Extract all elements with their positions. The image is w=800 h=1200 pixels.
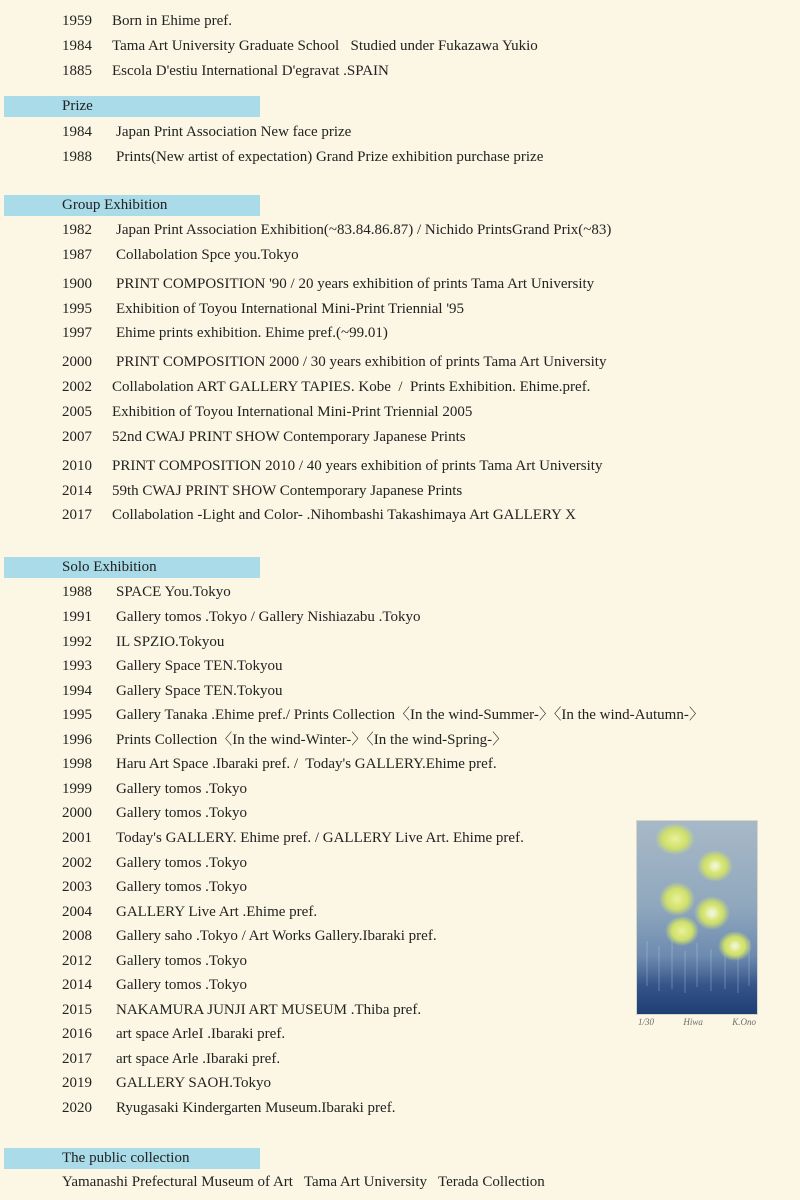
solo-row — [62, 630, 224, 654]
solo-venue: Gallery tomos .Tokyo — [116, 805, 248, 821]
solo-venue: Gallery tomos .Tokyo — [116, 953, 248, 969]
artwork-signature — [636, 1015, 758, 1029]
solo-row — [62, 1096, 395, 1120]
solo-venue: Ryugasaki Kindergarten Museum.Ibaraki pref. — [116, 1100, 396, 1116]
section-heading-prize: Prize — [4, 96, 260, 117]
solo-year: 1996 — [62, 732, 92, 748]
prize-row: 1984 Japan Print Association New face prize — [62, 124, 352, 140]
solo-venue: Gallery tomos .Tokyo — [116, 855, 248, 871]
solo-row — [62, 1022, 285, 1046]
solo-year: 1999 — [62, 781, 92, 797]
group-row: 1997 Ehime prints exhibition. Ehime pref.(~99.01) — [62, 325, 388, 341]
artwork-print — [636, 820, 758, 1015]
bio-row: 1984 Tama Art University Graduate School Studied under Fukazawa Yukio — [62, 38, 538, 54]
solo-row — [62, 1047, 280, 1071]
solo-year: 2002 — [62, 855, 92, 871]
group-row: 2007 52nd CWAJ PRINT SHOW Contemporary Japanese Prints — [62, 429, 466, 445]
solo-row — [62, 949, 247, 973]
edition-number: 1/30 — [638, 1017, 655, 1027]
solo-venue: Gallery Space TEN.Tokyou — [116, 683, 283, 699]
solo-row — [62, 900, 317, 924]
collection-text: Yamanashi Prefectural Museum of Art Tama Art University Terada Collection — [62, 1174, 545, 1190]
solo-year: 1993 — [62, 658, 92, 674]
solo-venue: GALLERY Live Art .Ehime pref. — [116, 904, 318, 920]
group-row: 1900 PRINT COMPOSITION '90 / 20 years exhibition of prints Tama Art University — [62, 276, 595, 292]
artwork-image — [637, 821, 757, 1014]
group-row: 1987 Collabolation Spce you.Tokyo — [62, 247, 299, 263]
solo-row — [62, 998, 421, 1022]
group-row: 2017 Collabolation -Light and Color- .Nihombashi Takashimaya Art GALLERY X — [62, 507, 577, 523]
solo-year: 2004 — [62, 904, 92, 920]
solo-venue: Gallery tomos .Tokyo — [116, 879, 248, 895]
section-heading-solo: Solo Exhibition — [4, 557, 260, 578]
group-row: 2000 PRINT COMPOSITION 2000 / 30 years exhibition of prints Tama Art University — [62, 354, 607, 370]
solo-venue: Gallery Space TEN.Tokyou — [116, 658, 283, 674]
solo-row — [62, 703, 704, 727]
artist-signature: K.Ono — [732, 1017, 756, 1027]
group-row: 2010 PRINT COMPOSITION 2010 / 40 years exhibition of prints Tama Art University — [62, 458, 603, 474]
solo-year: 2012 — [62, 953, 92, 969]
solo-row — [62, 1071, 271, 1095]
solo-venue: Gallery tomos .Tokyo — [116, 781, 248, 797]
solo-year: 2003 — [62, 879, 92, 895]
solo-venue: Haru Art Space .Ibaraki pref. / Today's GALLERY.Ehime pref. — [116, 756, 497, 772]
solo-row — [62, 924, 437, 948]
section-heading-group: Group Exhibition — [4, 195, 260, 216]
solo-venue: Gallery saho .Tokyo / Art Works Gallery.Ibaraki pref. — [116, 928, 437, 944]
solo-year: 2001 — [62, 830, 92, 846]
group-row: 1995 Exhibition of Toyou International Mini-Print Triennial '95 — [62, 301, 465, 317]
solo-row — [62, 728, 507, 752]
solo-venue: IL SPZIO.Tokyou — [116, 634, 225, 650]
section-heading-collection: The public collection — [4, 1148, 260, 1169]
group-row: 2014 59th CWAJ PRINT SHOW Contemporary Japanese Prints — [62, 483, 463, 499]
solo-row — [62, 654, 283, 678]
solo-year: 1988 — [62, 584, 92, 600]
solo-row — [62, 679, 283, 703]
solo-year: 2017 — [62, 1051, 92, 1067]
solo-year: 1995 — [62, 707, 92, 723]
solo-year: 1991 — [62, 609, 92, 625]
solo-venue: art space ArleI .Ibaraki pref. — [116, 1026, 286, 1042]
solo-row — [62, 580, 231, 604]
solo-year: 2016 — [62, 1026, 92, 1042]
solo-venue: Gallery tomos .Tokyo / Gallery Nishiazabu .Tokyo — [116, 609, 421, 625]
solo-venue: Gallery tomos .Tokyo — [116, 977, 248, 993]
solo-year: 1998 — [62, 756, 92, 772]
solo-row — [62, 752, 497, 776]
solo-row — [62, 777, 247, 801]
solo-year: 2019 — [62, 1075, 92, 1091]
solo-year: 1994 — [62, 683, 92, 699]
group-row: 2005 Exhibition of Toyou International Mini-Print Triennial 2005 — [62, 404, 473, 420]
solo-row — [62, 875, 247, 899]
solo-venue: Gallery Tanaka .Ehime pref./ Prints Collection〈In the wind-Summer-〉〈In the wind-Autumn-〉 — [116, 707, 704, 723]
solo-year: 2014 — [62, 977, 92, 993]
solo-venue: Today's GALLERY. Ehime pref. / GALLERY Live Art. Ehime pref. — [116, 830, 524, 846]
bio-row: 1885 Escola D'estiu International D'egravat .SPAIN — [62, 63, 389, 79]
artwork-title: Hiwa — [683, 1017, 703, 1027]
solo-venue: GALLERY SAOH.Tokyo — [116, 1075, 272, 1091]
solo-venue: Prints Collection〈In the wind-Winter-〉〈In the wind-Spring-〉 — [116, 732, 508, 748]
solo-year: 1992 — [62, 634, 92, 650]
solo-venue: SPACE You.Tokyo — [116, 584, 231, 600]
solo-venue: NAKAMURA JUNJI ART MUSEUM .Thiba pref. — [116, 1002, 422, 1018]
group-row: 1982 Japan Print Association Exhibition(~83.84.86.87) / Nichido PrintsGrand Prix(~83) — [62, 222, 612, 238]
solo-year: 2000 — [62, 805, 92, 821]
solo-row — [62, 973, 247, 997]
solo-row — [62, 826, 524, 850]
solo-year: 2008 — [62, 928, 92, 944]
group-row: 2002 Collabolation ART GALLERY TAPIES. Kobe / Prints Exhibition. Ehime.pref. — [62, 379, 591, 395]
prize-row: 1988 Prints(New artist of expectation) Grand Prize exhibition purchase prize — [62, 149, 544, 165]
solo-year: 2015 — [62, 1002, 92, 1018]
solo-row — [62, 851, 247, 875]
solo-venue: art space Arle .Ibaraki pref. — [116, 1051, 281, 1067]
solo-year: 2020 — [62, 1100, 92, 1116]
solo-row — [62, 605, 421, 629]
solo-row — [62, 801, 247, 825]
bio-row: 1959 Born in Ehime pref. — [62, 13, 232, 29]
